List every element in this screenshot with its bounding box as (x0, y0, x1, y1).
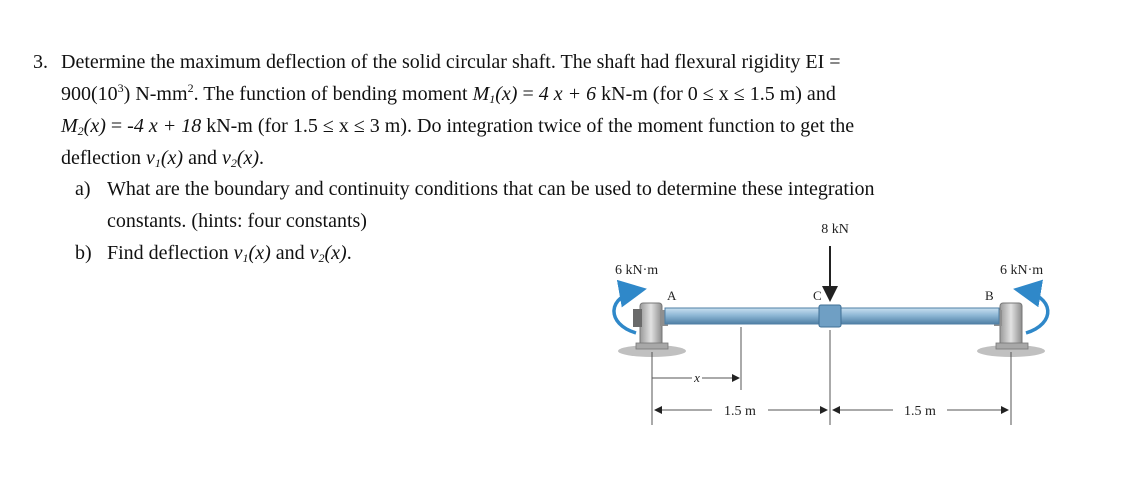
m2-expr: -4 x + 18 (127, 115, 202, 137)
ei-value: 900(10 (61, 83, 118, 105)
b-v1-arg: (x) (248, 242, 271, 264)
m2-symbol: M (61, 115, 78, 137)
v1-arg: (x) (160, 147, 184, 169)
m2-arg: (x) (83, 115, 106, 137)
m1-sub: 1 (489, 92, 496, 106)
v2-sub: 2 (230, 156, 237, 170)
v1-sub: 1 (154, 156, 161, 170)
m1-range: kN-m (for 0 ≤ x ≤ 1.5 m) and (596, 83, 836, 105)
b-v2-sub: 2 (318, 251, 325, 265)
b-v2-arg: (x) (324, 242, 347, 264)
m1-expr: 4 x + 6 (538, 83, 597, 105)
moment-left-label: 6 kN·m (615, 263, 659, 278)
m2-eq: = (105, 115, 128, 137)
load-label: 8 kN (821, 222, 849, 237)
part-b-label: b) (75, 242, 92, 264)
deflection-word: deflection (61, 147, 146, 169)
part-a-label: a) (75, 178, 91, 200)
moment-intro: . The function of bending moment (193, 83, 473, 105)
b-v1-sub: 1 (242, 251, 249, 265)
point-b-label: B (985, 288, 994, 303)
b-period: . (346, 242, 352, 264)
m1-eq: = (517, 83, 539, 105)
part-b-text: Find deflection (107, 242, 234, 264)
dim-right-label: 1.5 m (904, 404, 936, 419)
collar-c (819, 305, 841, 327)
part-a-line-2: constants. (hints: four constants) (107, 210, 367, 232)
right-moment-icon (1020, 290, 1048, 333)
part-a-line-1: What are the boundary and continuity conditions that can be used to determine these integration (107, 178, 875, 200)
m2-range: kN-m (for 1.5 ≤ x ≤ 3 m). Do integration twice of the moment function to get the (201, 115, 855, 137)
and-word: and (183, 147, 222, 169)
point-a-label: A (667, 288, 677, 303)
m2-sub: 2 (77, 124, 84, 138)
v2-symbol: v (221, 147, 231, 169)
m1-arg: (x) (495, 83, 518, 105)
moment-right-label: 6 kN·m (1000, 263, 1044, 278)
point-c-label: C (813, 288, 822, 303)
v1-symbol: v (145, 147, 155, 169)
units-exp: 2 (187, 81, 194, 95)
b-and: and (270, 242, 310, 264)
m1-symbol: M (472, 83, 490, 105)
problem-text-l1: Determine the maximum deflection of the solid circular shaft. The shaft had flexural rigidity EI = (61, 51, 841, 73)
left-support (633, 303, 668, 349)
period: . (259, 147, 265, 169)
problem-number: 3. (33, 51, 48, 73)
ei-exp: 3 (117, 81, 124, 95)
b-v2-symbol: v (309, 242, 319, 264)
x-label: x (694, 370, 700, 385)
v2-arg: (x) (236, 147, 260, 169)
dim-left-label: 1.5 m (724, 404, 756, 419)
ei-units: ) N-mm (123, 83, 188, 105)
b-v1-symbol: v (233, 242, 243, 264)
